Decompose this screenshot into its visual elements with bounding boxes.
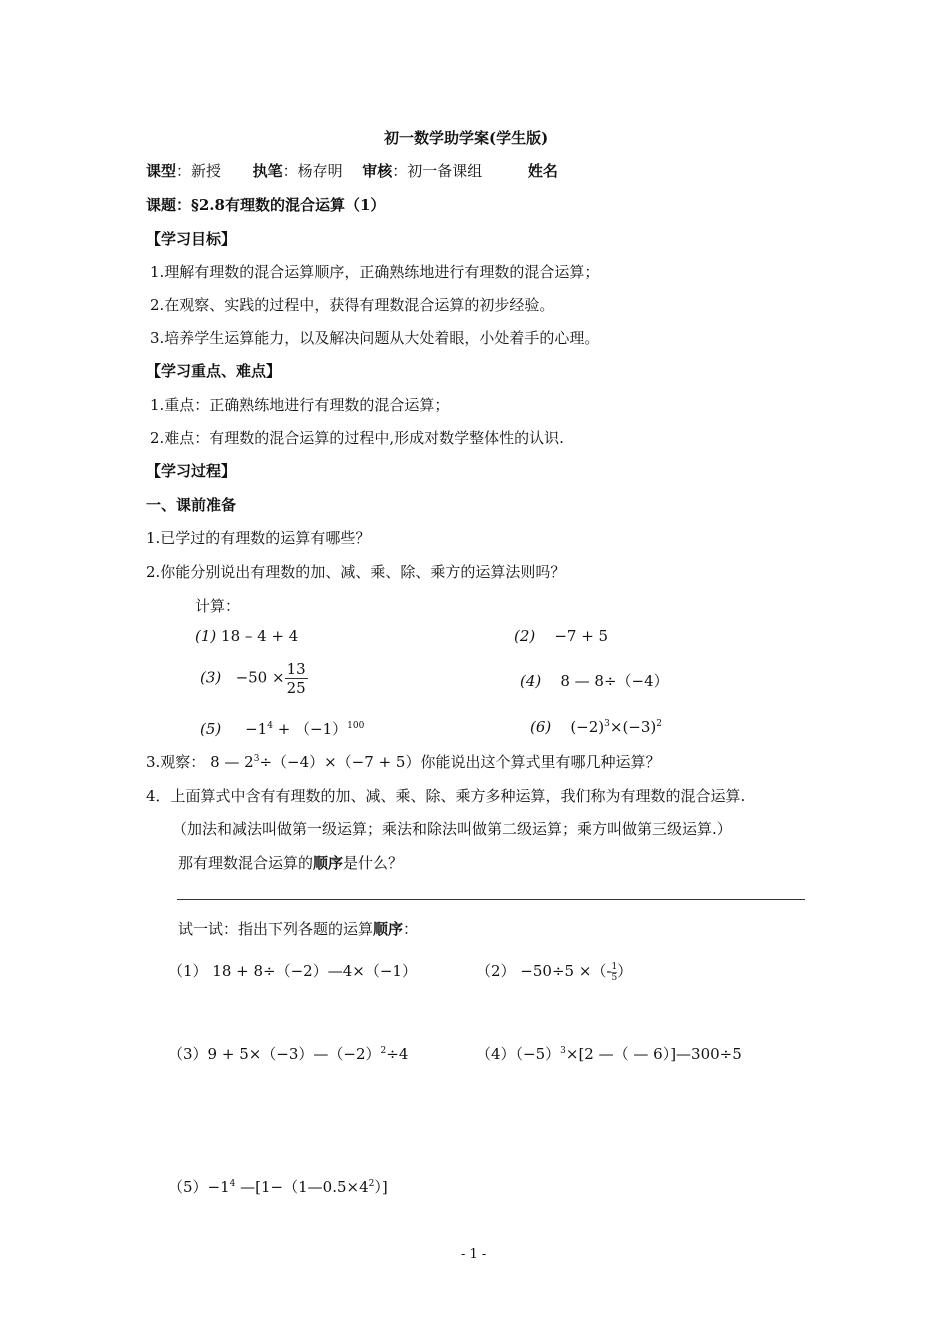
tryit-exercise-1: （1） 18 + 8÷（−2）—4×（−1） [168, 962, 417, 980]
keypoint-item: 1.重点：正确熟练地进行有理数的混合运算； [150, 396, 450, 414]
question-3: 3.观察： 8 — $2^3\div(-4)\times(-7 + 5)$你能说出这个算式里有哪几种运算？ [146, 753, 661, 771]
keypoint-item: 2.难点：有理数的混合运算的过程中,形成对数学整体性的认识. [150, 429, 564, 447]
problem-label: (5) [200, 720, 222, 738]
problem-label: (3) [200, 668, 222, 687]
topic-label: 课题： [146, 196, 192, 214]
page-number: - 1 - [461, 1247, 487, 1262]
goal-item: 3.培养学生运算能力，以及解决问题从大处着眼，小处着手的心理。 [150, 329, 600, 347]
review-value: 初一备课组 [407, 162, 483, 180]
review-label: 审核 [362, 162, 393, 180]
problem-label: (4) [520, 672, 542, 690]
page-title: 初一数学助学案(学生版) [384, 129, 549, 147]
topic: §2.8有理数的混合运算（1） [191, 196, 386, 214]
problem-expression: 18 – 4 + 4 [221, 627, 299, 645]
problem-expression: −50 × [235, 668, 285, 687]
problem-label: (1) [195, 627, 217, 645]
tryit-exercise-3: $(3)9 + 5\times(-3)—(-2)^2\div 4$ [168, 1045, 409, 1063]
section-process: 【学习过程】 [146, 462, 237, 480]
tryit-exercise-5: $(5)-1^4$ $—[1-(1—0.5\times 4^2)]$ [168, 1178, 388, 1196]
tryit-exercise-2: （2） −50÷5 ×（- $\frac{1}{5}$） [476, 961, 633, 983]
calc-problem-5: (5) $-1^4 + (-1)^{100}$ [200, 720, 365, 738]
fraction: $\frac{13}{25}$ [286, 660, 306, 697]
tryit-lead: 试一试：指出下列各题的运算顺序： [178, 920, 419, 938]
problem-label: (6) [530, 718, 552, 736]
topic-line [146, 194, 385, 215]
answer-line [177, 899, 805, 900]
question-4-note: （加法和减法叫做第一级运算；乘法和除法叫做第二级运算；乘方叫做第三级运算.） [172, 820, 732, 838]
problem-expression: −7 + 5 [554, 627, 609, 645]
calc-problem-2 [514, 627, 608, 645]
section-prep: 一、课前准备 [146, 496, 237, 514]
calc-label: 计算： [195, 597, 241, 615]
question-2: 2.你能分别说出有理数的加、减、乘、除、乘方的运算法则吗？ [146, 563, 566, 581]
section-goals: 【学习目标】 [146, 230, 237, 248]
header-line: 课型：新授 执笔：杨存明 审核：初一备课组 姓名 [146, 162, 558, 180]
type-label: 课型 [146, 162, 177, 180]
goal-item: 2.在观察、实践的过程中，获得有理数混合运算的初步经验。 [150, 296, 555, 314]
goal-item: 1.理解有理数的混合运算顺序，正确熟练地进行有理数的混合运算； [150, 263, 600, 281]
name-label: 姓名 [527, 162, 558, 180]
question-4: 4．上面算式中含有有理数的加、减、乘、除、乘方多种运算，我们称为有理数的混合运算. [146, 787, 746, 805]
section-keypoints: 【学习重点、难点】 [146, 362, 282, 380]
author-label: 执笔 [252, 162, 283, 180]
type-value: 新授 [191, 162, 222, 180]
calc-problem-4 [520, 670, 669, 691]
question-1: 1.已学过的有理数的运算有哪些？ [146, 529, 371, 547]
problem-label: (2) [514, 627, 536, 645]
question-4-ask: 那有理数混合运算的顺序是什么？ [178, 854, 404, 872]
problem-expression: 8 — 8÷（−4） [560, 672, 669, 690]
author-value: 杨存明 [297, 162, 343, 180]
calc-problem-6: (6) $(-2)^3\times(-3)^2$ [530, 718, 663, 736]
calc-problem-3 [200, 660, 308, 697]
calc-problem-1 [195, 627, 298, 645]
tryit-exercise-4: $(4)(-5)^3\times[2$ —（ — 6）]—300÷5 [476, 1045, 742, 1063]
